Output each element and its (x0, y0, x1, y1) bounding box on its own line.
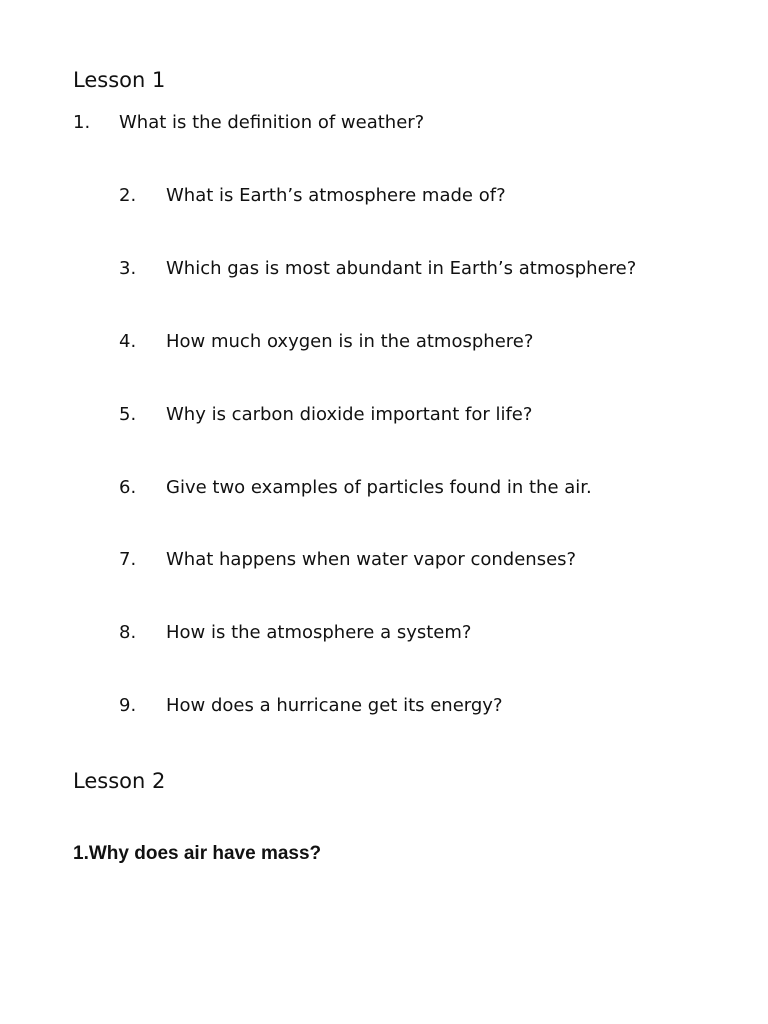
question-text: Which gas is most abundant in Earth’s atmosphere? (166, 258, 637, 279)
lesson-2-question-1: 1.Why does air have mass? (73, 843, 322, 864)
question-text: How does a hurricane get its energy? (166, 695, 503, 716)
question-number: 5. (119, 404, 137, 425)
question-number: 7. (119, 549, 137, 570)
question-number: 4. (119, 331, 137, 352)
question-text: How is the atmosphere a system? (166, 622, 472, 643)
question-number: 8. (119, 622, 137, 643)
question-text: What happens when water vapor condenses? (166, 549, 577, 570)
question-number: 6. (119, 477, 137, 498)
question-text: What is Earth’s atmosphere made of? (166, 185, 506, 206)
question-number: 2. (119, 185, 137, 206)
lesson-1-heading: Lesson 1 (73, 68, 166, 92)
question-text: What is the definition of weather? (119, 112, 425, 133)
question-text: How much oxygen is in the atmosphere? (166, 331, 534, 352)
question-number: 3. (119, 258, 137, 279)
question-number: 1. (73, 112, 91, 133)
lesson-2-heading: Lesson 2 (73, 769, 166, 793)
question-text: Why is carbon dioxide important for life? (166, 404, 533, 425)
question-number: 9. (119, 695, 137, 716)
question-text: Give two examples of particles found in the air. (166, 477, 592, 498)
